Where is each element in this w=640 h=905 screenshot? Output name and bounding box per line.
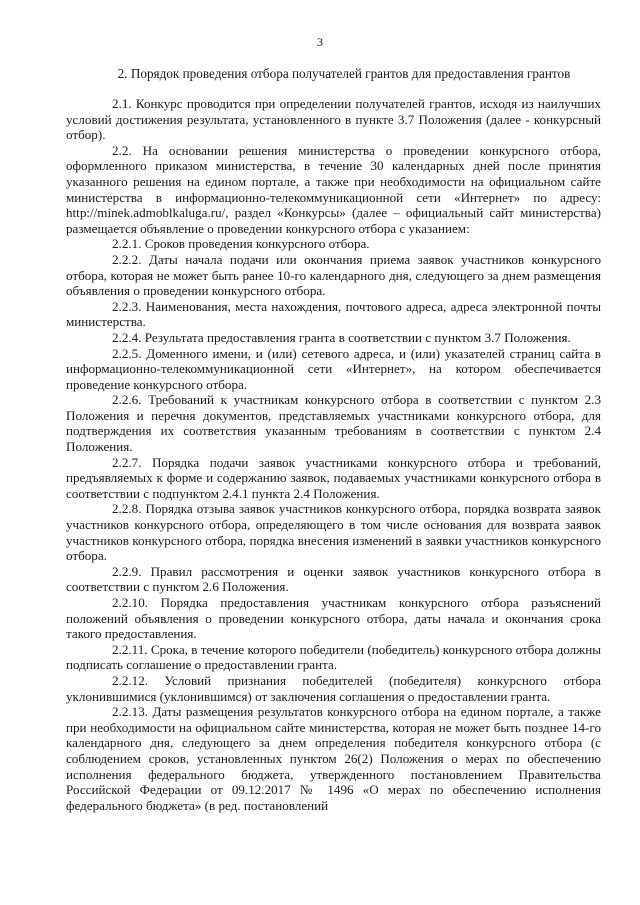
paragraph-2-2-11: 2.2.11. Срока, в течение которого победители (победитель) конкурсного отбора должны подписать соглашение о предоставлении гранта. <box>66 641 601 673</box>
paragraph-2-2-2: 2.2.2. Даты начала подачи или окончания приема заявок участников конкурсного отбора, которая не может быть ранее 10-го календарного дня, следующего за днем размещения объявления о проведении конкурсного отбора. <box>66 251 601 299</box>
paragraph-2-2-3: 2.2.3. Наименования, места нахождения, почтового адреса, адреса электронной почты министерства. <box>66 298 601 330</box>
section-title: 2. Порядок проведения отбора получателей грантов для предоставления грантов <box>117 66 571 81</box>
paragraph-2-2-7: 2.2.7. Порядка подачи заявок участниками конкурсного отбора и требований, предъявляемых к форме и содержанию заявок, подаваемых участниками конкурсного отбора в соответствии с подпунктом 2.4.1 пункта 2.4 Положения. <box>66 454 601 501</box>
paragraph-2-2-9: 2.2.9. Правил рассмотрения и оценки заявок участников конкурсного отбора в соответствии с пунктом 2.6 Положения. <box>66 563 601 595</box>
paragraph-2-2-8: 2.2.8. Порядка отзыва заявок участников конкурсного отбора, порядка возврата заявок участников конкурсного отбора, определяющего в том числе основания для возврата заявок участников конкурсного отбора, порядка внесения изменений в заявки участников конкурсного отбора. <box>66 501 601 564</box>
paragraph-2-2-1: 2.2.1. Сроков проведения конкурсного отбора. <box>112 236 370 252</box>
body-text <box>66 96 601 813</box>
paragraph-2-2-10: 2.2.10. Порядка предоставления участникам конкурсного отбора разъяснений положений объявления о проведении конкурсного отбора, даты начала и окончания срока такого предоставления. <box>66 595 601 642</box>
paragraph-2-1: 2.1. Конкурс проводится при определении получателей грантов, исходя из наилучших условий достижения результата, установленного в пункте 3.7 Положения (далее - конкурсный отбор). <box>66 96 601 143</box>
page-number: 3 <box>317 35 323 49</box>
paragraph-2-2: 2.2. На основании решения министерства о проведении конкурсного отбора, оформленного приказом министерства, в течение 30 календарных дней после принятия указанного решения на едином портале, а также при необходимости на официальном сайте министерства в информационно-телекоммуникационной сети «Интернет» по адресу: http://minek.admoblkaluga.ru/, раздел «Конкурсы» (далее – официальный сайт министерства) размещается объявление о проведении конкурсного отбора с указанием: <box>66 142 601 236</box>
paragraph-2-2-13: 2.2.13. Даты размещения результатов конкурсного отбора на едином портале, а также при необходимости на официальном сайте министерства, которая не может быть позднее 14-го календарного дня, следующего за днем определения победителя конкурсного отбора (с соблюдением сроков, установленных пунктом 26(2) Положения о мерах по обеспечению исполнения федерального бюджета, утвержденного постановлением Правительства Российской Федерации от 09.12.2017 № 1496 «О мерах по обеспечению исполнения федерального бюджета» (в ред. постановлений <box>66 704 601 813</box>
paragraph-2-2-4: 2.2.4. Результата предоставления гранта в соответствии с пунктом 3.7 Положения. <box>112 329 571 345</box>
paragraph-2-2-12: 2.2.12. Условий признания победителей (победителя) конкурсного отбора уклонившимися (уклонившимся) от заключения соглашения о предоставлении гранта. <box>66 672 601 704</box>
paragraph-2-2-5: 2.2.5. Доменного имени, и (или) сетевого адреса, и (или) указателей страниц сайта в информационно-телекоммуникационной сети «Интернет», на котором обеспечивается проведение конкурсного отбора. <box>66 345 601 392</box>
paragraph-2-2-6: 2.2.6. Требований к участникам конкурсного отбора в соответствии с пунктом 2.3 Положения и перечня документов, представляемых участниками конкурсного отбора, для подтверждения их соответствия указанным требованиям в соответствии с пунктом 2.4 Положения. <box>66 392 601 455</box>
